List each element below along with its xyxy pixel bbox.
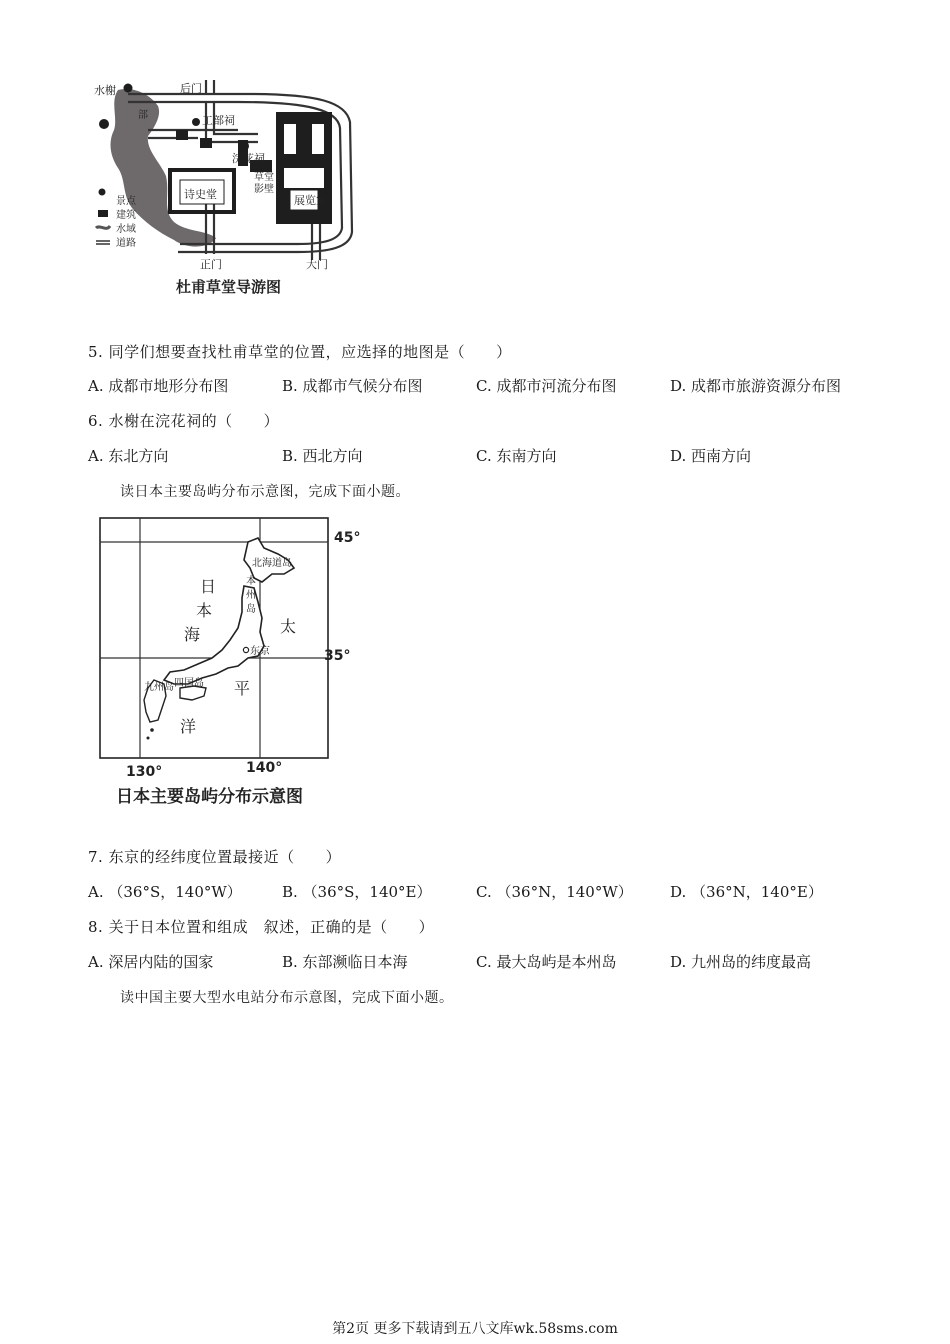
lat-35-label: 35° [324,648,351,664]
question-7-stem: 7. 东京的经纬度位置最接近（ ） [88,848,342,866]
label-caotang-1: 草堂 [254,172,274,183]
label-hokkaido: 北海道岛 [252,558,292,569]
graticule [100,518,328,758]
lon-130-label: 130° [126,764,163,780]
map1-title: 杜甫草堂导游图 [176,278,282,296]
sea-japan-1: 日 [200,577,217,596]
legend-building: 建筑 [116,210,136,221]
q7-option-d: D. （36°N，140°E） [670,883,823,901]
q7-option-a: A. （36°S，140°W） [88,883,242,901]
map2-title: 日本主要岛屿分布示意图 [116,787,303,807]
label-shikoku: 四国岛 [174,678,204,689]
label-damen: 大门 [306,258,328,271]
pacific-2: 平 [234,679,251,698]
q8-option-d: D. 九州岛的纬度最高 [670,953,812,971]
du-fu-cottage-map [88,72,378,304]
page-footer: 第2页 更多下载请到五八文库wk.58sms.com [332,1321,618,1337]
buildings [170,112,332,224]
japan-islands-map [88,508,368,812]
q7-option-b: B. （36°S，140°E） [282,883,432,901]
q6-option-a: A. 东北方向 [88,447,169,465]
label-tokyo: 东京 [250,646,270,657]
legend-scenic: 景点 [116,196,136,207]
pacific-1: 太 [280,617,297,636]
label-huanhuaci: 浣花祠 [232,152,265,165]
label-houmen: 后门 [180,82,202,95]
q8-option-a: A. 深居内陆的国家 [88,953,214,971]
q6-option-d: D. 西南方向 [670,447,752,465]
q7-option-c: C. （36°N，140°W） [476,883,633,901]
label-kyushu: 九州岛 [144,682,174,693]
lon-140-label: 140° [246,760,283,776]
label-zhanlanshi: 展览室 [294,194,327,207]
water-area [111,89,216,247]
q8-option-b: B. 东部濒临日本海 [282,953,408,971]
q5-option-c: C. 成都市河流分布图 [476,377,617,395]
sea-japan-3: 海 [184,625,201,644]
label-gongbuci: 工部祠 [202,114,235,127]
label-honshu-1: 本 [246,576,256,587]
label-shuixie: 水榭 [94,84,116,97]
pacific-3: 洋 [180,717,197,736]
label-honshu-3: 岛 [246,604,256,615]
question-6-stem: 6. 水榭在浣花祠的（ ） [88,412,280,430]
question-8-stem: 8. 关于日本位置和组成 叙述，正确的是（ ） [88,918,435,936]
q6-option-b: B. 西北方向 [282,447,363,465]
intro-japan: 读日本主要岛屿分布示意图，完成下面小题。 [120,484,410,500]
intro-china: 读中国主要大型水电站分布示意图，完成下面小题。 [120,990,454,1006]
q5-option-d: D. 成都市旅游资源分布图 [670,377,842,395]
label-caotang-2: 影壁 [254,184,274,195]
legend-water: 水域 [116,224,136,235]
lat-45-label: 45° [334,530,361,546]
sea-japan-2: 本 [196,601,213,620]
map1-legend [96,194,137,249]
label-shishitang: 诗史堂 [184,188,217,201]
q5-option-a: A. 成都市地形分布图 [88,377,229,395]
label-zhengmen: 正门 [200,258,222,271]
question-5-stem: 5. 同学们想要查找杜甫草堂的位置，应选择的地图是（ ） [88,343,512,361]
legend-road: 道路 [116,238,136,249]
q8-option-c: C. 最大岛屿是本州岛 [476,953,617,971]
label-honshu-2: 州 [246,590,256,601]
q6-option-c: C. 东南方向 [476,447,557,465]
q5-option-b: B. 成都市气候分布图 [282,377,423,395]
label-bu: 部 [138,110,148,121]
tokyo-marker [243,647,248,652]
